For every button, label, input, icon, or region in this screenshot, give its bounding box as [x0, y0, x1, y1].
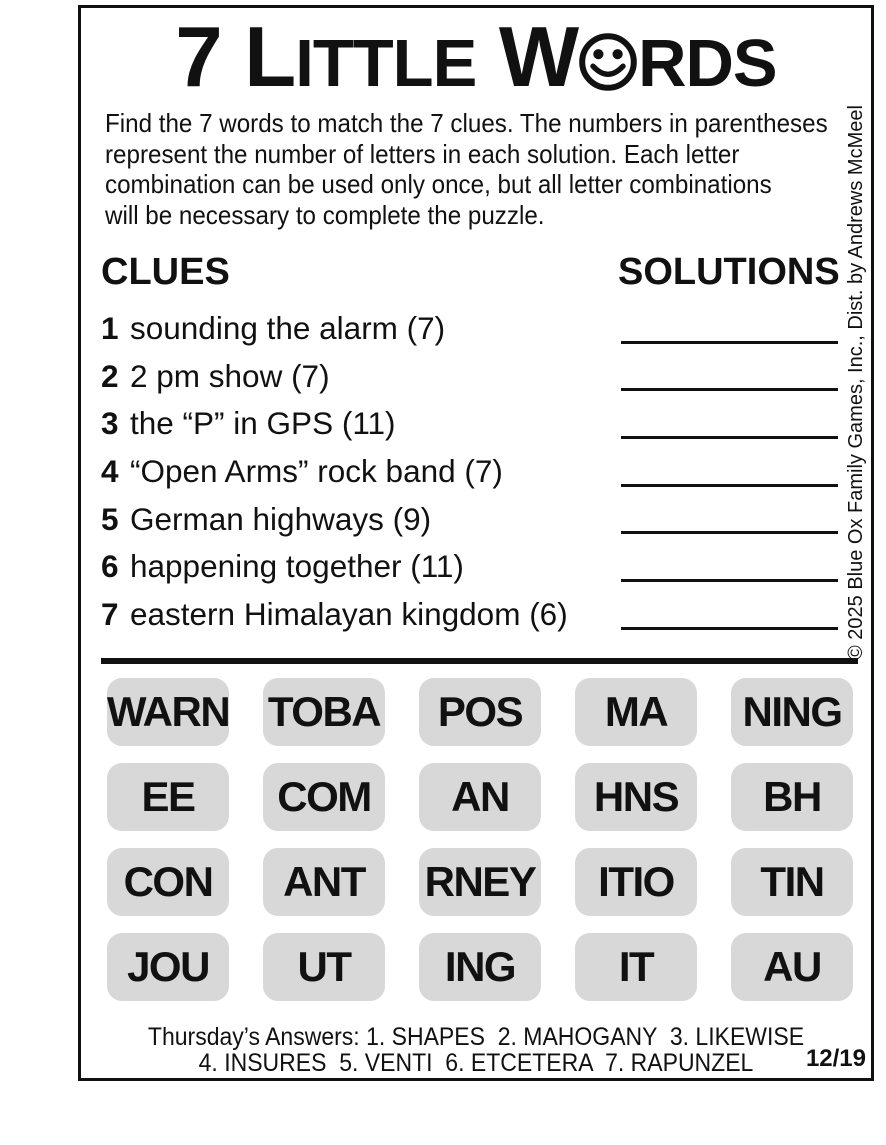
page-title — [81, 8, 871, 108]
solution-blank[interactable] — [621, 341, 838, 344]
smiley-face-icon — [578, 32, 638, 92]
clue-number: 6 — [101, 548, 119, 585]
title-text-big: 7 L — [175, 10, 296, 105]
tile-row — [107, 933, 853, 1001]
letter-tile[interactable]: HNS — [575, 763, 697, 831]
letter-tile[interactable]: MA — [575, 678, 697, 746]
letter-tile[interactable]: BH — [731, 763, 853, 831]
copyright-text: © 2025 Blue Ox Family Games, Inc., Dist. by Andrews McMeel — [845, 105, 867, 660]
letter-tile[interactable]: RNEY — [419, 848, 541, 916]
solution-blank[interactable] — [621, 388, 838, 391]
clue-row — [101, 496, 861, 544]
letter-tile[interactable]: POS — [419, 678, 541, 746]
title-text-small: ITTLE — [295, 26, 477, 101]
letter-tile[interactable]: ANT — [263, 848, 385, 916]
instructions-line: Find the 7 words to match the 7 clues. The numbers in parentheses — [105, 108, 828, 138]
clue-number: 4 — [101, 453, 119, 490]
instructions-line: will be necessary to complete the puzzle. — [105, 199, 545, 230]
answers-line: Thursday’s Answers: 1. SHAPES 2. MAHOGANY 3. LIKEWISE — [147, 1023, 805, 1051]
letter-tile[interactable]: IT — [575, 933, 697, 1001]
clue-text: sounding the alarm (7) — [130, 310, 446, 346]
instructions — [105, 108, 828, 230]
clue-row — [101, 305, 861, 353]
solutions-header: SOLUTIONS — [618, 251, 840, 293]
clue-text: the “P” in GPS (11) — [130, 405, 396, 442]
solution-blank[interactable] — [621, 531, 838, 534]
letter-tile[interactable]: AU — [731, 933, 853, 1001]
title-text-small: RDS — [638, 26, 777, 101]
tile-row — [107, 678, 853, 746]
copyright-sidebar — [845, 105, 867, 660]
letter-tile[interactable]: JOU — [107, 933, 229, 1001]
instructions-line: combination can be used only once, but all letter combinations — [105, 169, 772, 199]
letter-tile[interactable]: COM — [263, 763, 385, 831]
clue-row — [101, 543, 861, 591]
title-text-big: W — [476, 10, 579, 105]
clue-text: German highways (9) — [130, 500, 432, 537]
letter-tile[interactable]: TOBA — [263, 678, 385, 746]
letter-tile[interactable]: ITIO — [575, 848, 697, 916]
puzzle-date: 12/19 — [805, 1045, 866, 1072]
clue-row — [101, 400, 861, 448]
clue-number: 1 — [101, 310, 119, 346]
solution-blank[interactable] — [621, 579, 838, 582]
clue-row — [101, 591, 861, 639]
clues-list — [101, 305, 861, 639]
answers — [81, 1024, 871, 1076]
clues-header: CLUES — [101, 251, 230, 293]
clue-text: happening together (11) — [130, 548, 464, 585]
clue-row — [101, 353, 861, 401]
tile-row — [107, 763, 853, 831]
puzzle-frame — [78, 5, 874, 1081]
letter-tile[interactable]: AN — [419, 763, 541, 831]
tile-grid — [107, 678, 853, 1018]
letter-tile[interactable]: EE — [107, 763, 229, 831]
letter-tile[interactable]: NING — [731, 678, 853, 746]
solution-blank[interactable] — [621, 627, 838, 630]
clue-number: 2 — [101, 357, 119, 394]
tile-row — [107, 848, 853, 916]
answers-line: 4. INSURES 5. VENTI 6. ETCETERA 7. RAPUNZEL — [198, 1049, 754, 1077]
section-divider — [101, 658, 858, 664]
solution-blank[interactable] — [621, 436, 838, 439]
clue-number: 5 — [101, 500, 119, 537]
clue-text: “Open Arms” rock band (7) — [130, 453, 503, 490]
letter-tile[interactable]: UT — [263, 933, 385, 1001]
letter-tile[interactable]: WARN — [107, 678, 229, 746]
clue-row — [101, 448, 861, 496]
clue-text: 2 pm show (7) — [130, 357, 330, 394]
letter-tile[interactable]: CON — [107, 848, 229, 916]
clue-number: 7 — [101, 596, 119, 633]
instructions-line: represent the number of letters in each solution. Each letter — [105, 138, 740, 169]
letter-tile[interactable]: ING — [419, 933, 541, 1001]
clue-text: eastern Himalayan kingdom (6) — [130, 596, 568, 633]
solution-blank[interactable] — [621, 484, 838, 487]
clue-number: 3 — [101, 405, 119, 442]
letter-tile[interactable]: TIN — [731, 848, 853, 916]
